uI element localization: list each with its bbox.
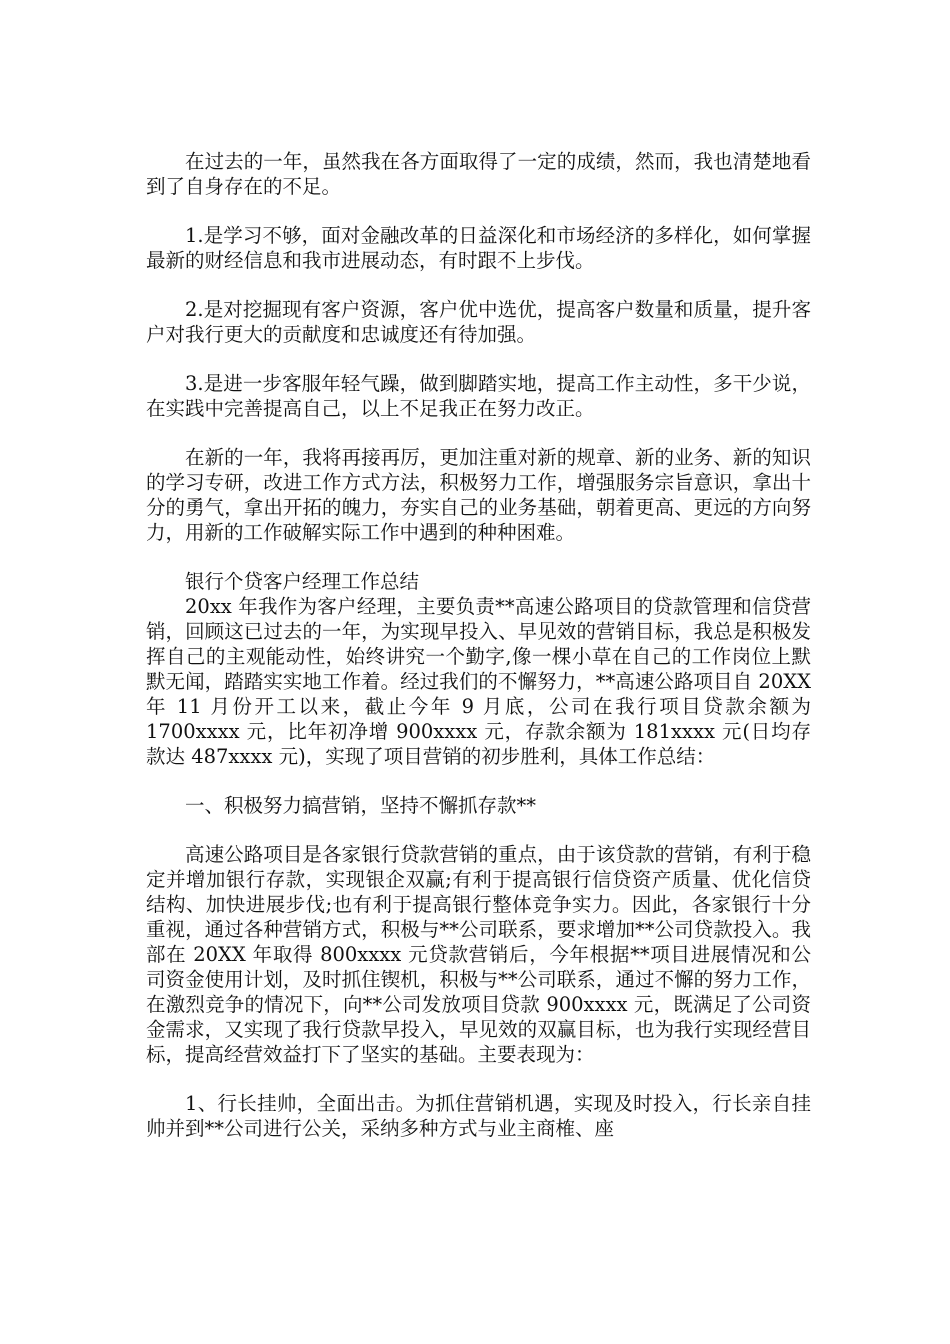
- paragraph-summary-intro: 20xx 年我作为客户经理，主要负责**高速公路项目的贷款管理和信贷营销，回顾这已过去的一年，为实现早投入、早见效的营销目标，我总是积极发挥自己的主观能动性，始终讲究一个勤字,像一棵小草在自己的工作岗位上默默无闻，踏踏实实地工作着。经过我们的不懈努力，**高速公路项目自 20XX 年 11 月份开工以来，截止今年 9 月底，公司在我行项目贷款余额为 1700xxxx 元，比年初净增 900xxxx 元，存款余额为 181xxxx 元(日均存款达 487xxxx 元)，实现了项目营销的初步胜利，具体工作总结：: [146, 595, 811, 768]
- section-heading-1: 一、积极努力搞营销，坚持不懈抓存款**: [185, 794, 537, 817]
- paragraph-new-year-plan: 在新的一年，我将再接再厉，更加注重对新的规章、新的业务、新的知识的学习专研，改进工作方式方法，积极努力工作，增强服务宗旨意识，拿出十分的勇气，拿出开拓的魄力，夯实自己的业务基础，朝着更高、更远的方向努力，用新的工作破解实际工作中遇到的种种困难。: [146, 446, 811, 544]
- document-body: [146, 149, 811, 1141]
- section-title: 银行个贷客户经理工作总结: [185, 570, 420, 593]
- paragraph-shortcoming-3: 3.是进一步客服年轻气躁，做到脚踏实地，提高工作主动性，多干少说，在实践中完善提高自己，以上不足我正在努力改正。: [146, 372, 811, 420]
- paragraph-shortcomings-intro: 在过去的一年，虽然我在各方面取得了一定的成绩，然而，我也清楚地看到了自身存在的不足。: [146, 150, 811, 198]
- paragraph-shortcoming-2: 2.是对挖掘现有客户资源，客户优中选优，提高客户数量和质量，提升客户对我行更大的贡献度和忠诚度还有待加强。: [146, 298, 811, 346]
- paragraph-point-1: 1、行长挂帅，全面出击。为抓住营销机遇，实现及时投入，行长亲自挂帅并到**公司进行公关，采纳多种方式与业主商榷、座: [146, 1092, 811, 1140]
- paragraph-highway-project: 高速公路项目是各家银行贷款营销的重点，由于该贷款的营销，有利于稳定并增加银行存款，实现银企双赢;有利于提高银行信贷资产质量、优化信贷结构、加快进展步伐;也有利于提高银行整体竞争实力。因此，各家银行十分重视，通过各种营销方式，积极与**公司联系，要求增加**公司贷款投入。我部在 20XX 年取得 800xxxx 元贷款营销后，今年根据**项目进展情况和公司资金使用计划，及时抓住锲机，积极与**公司联系，通过不懈的努力工作，在激烈竞争的情况下，向**公司发放项目贷款 900xxxx 元，既满足了公司资金需求，又实现了我行贷款早投入，早见效的双赢目标，也为我行实现经营目标，提高经营效益打下了坚实的基础。主要表现为：: [146, 843, 811, 1066]
- paragraph-shortcoming-1: 1.是学习不够，面对金融改革的日益深化和市场经济的多样化，如何掌握最新的财经信息和我市进展动态，有时跟不上步伐。: [146, 224, 811, 272]
